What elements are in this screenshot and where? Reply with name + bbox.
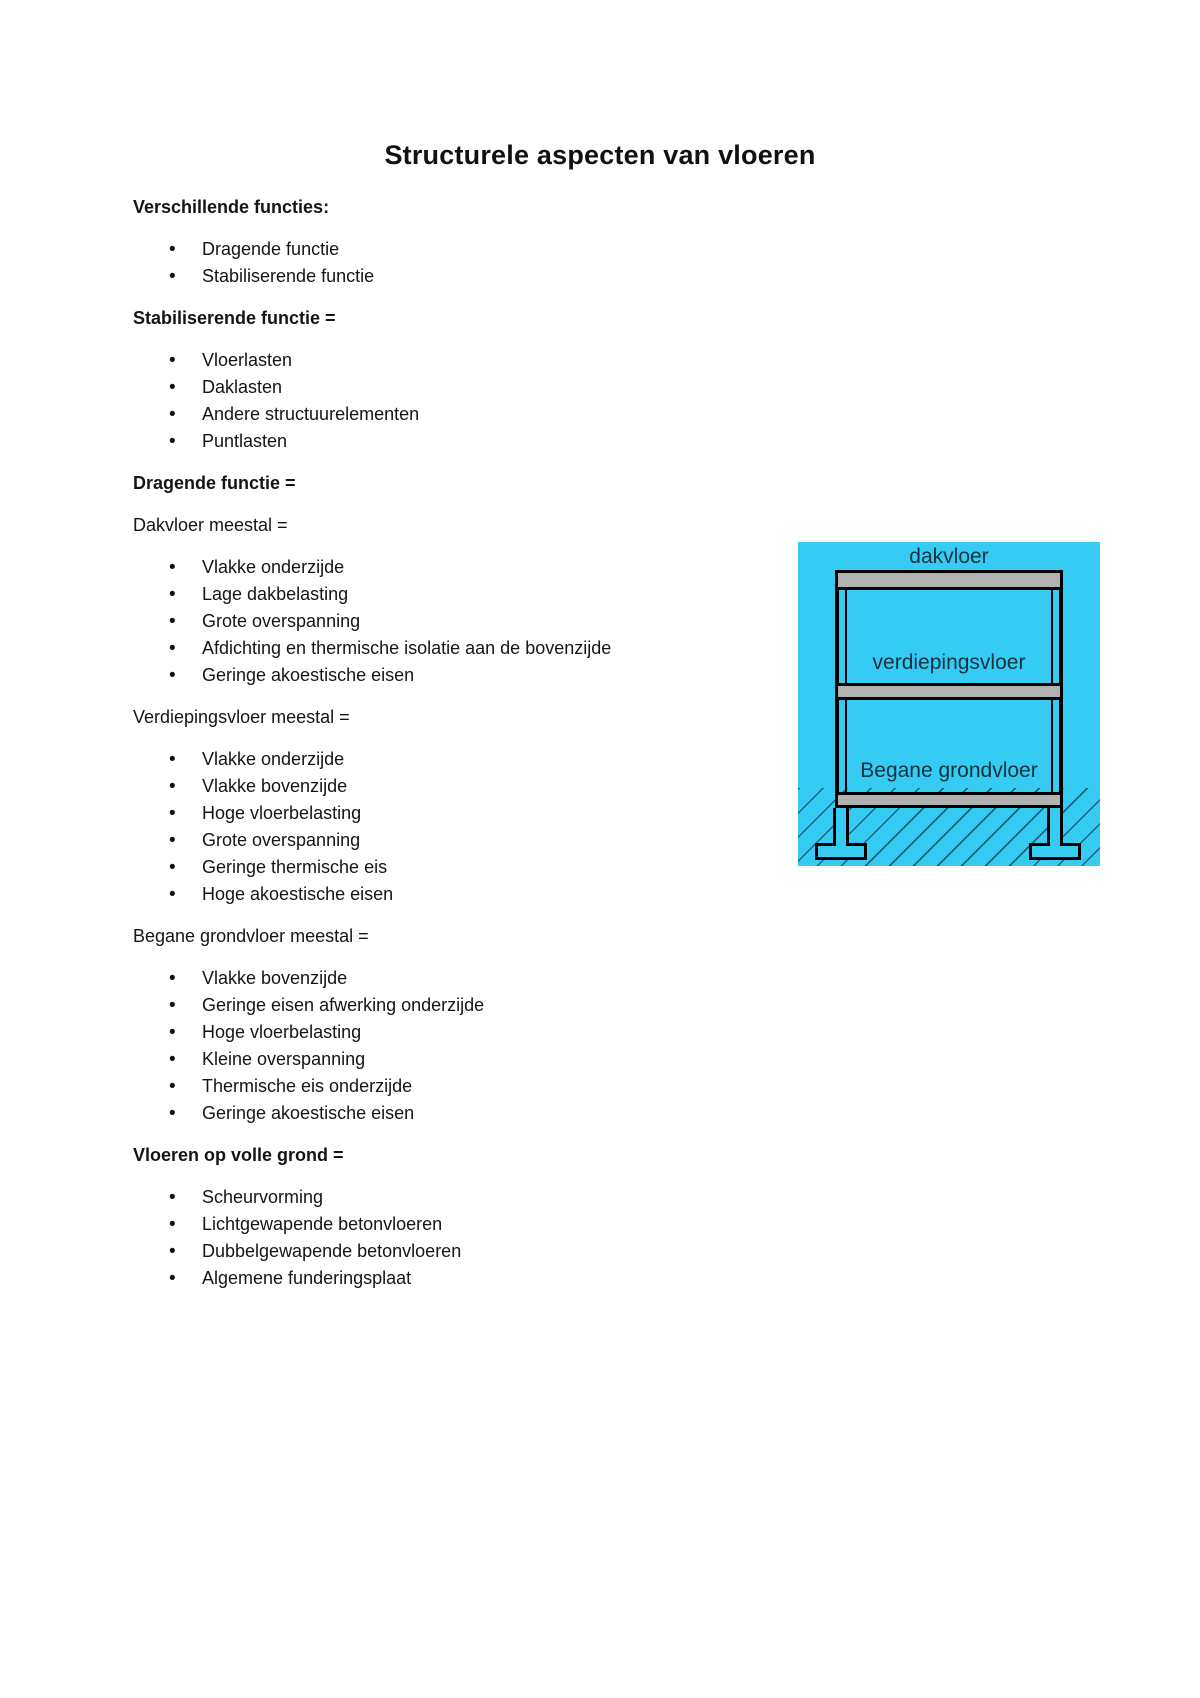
section-heading-verschillende-functies: Verschillende functies:	[133, 197, 330, 217]
bullet-list	[133, 347, 1067, 455]
intro-dakvloer: Dakvloer meestal =	[133, 515, 288, 535]
bullet-item: • Algemene funderingsplaat	[202, 1265, 1067, 1292]
bullet-item: • Grote overspanning	[202, 827, 1067, 854]
bullet-item: • Afdichting en thermische isolatie aan de bovenzijde	[202, 635, 1067, 662]
floor-structure-diagram	[798, 542, 1100, 866]
roof-floor-label: dakvloer	[909, 545, 989, 568]
storey-slab	[835, 683, 1063, 700]
bullet-item: • Hoge akoestische eisen	[202, 881, 1067, 908]
bullet-item: • Geringe eisen afwerking onderzijde	[202, 992, 1067, 1019]
bullet-list	[133, 965, 1067, 1127]
page-title: Structurele aspecten van vloeren	[384, 140, 816, 170]
bullet-item: • Vlakke onderzijde	[202, 554, 1067, 581]
bullet-item: • Grote overspanning	[202, 608, 1067, 635]
intro-verdiepingsvloer: Verdiepingsvloer meestal =	[133, 707, 350, 727]
bullet-item: • Puntlasten	[202, 428, 1067, 455]
right-footing-stem	[1047, 808, 1063, 846]
section-heading-dragende-functie: Dragende functie =	[133, 473, 296, 493]
bullet-item: • Kleine overspanning	[202, 1046, 1067, 1073]
ground-floor-label: Begane grondvloer	[860, 759, 1038, 782]
bullet-item: • Geringe akoestische eisen	[202, 662, 1067, 689]
bullet-item: • Dubbelgewapende betonvloeren	[202, 1238, 1067, 1265]
storey-floor-label: verdiepingsvloer	[872, 651, 1026, 674]
section-heading-vloeren-op-volle-grond: Vloeren op volle grond =	[133, 1145, 344, 1165]
bullet-item: • Hoge vloerbelasting	[202, 800, 1067, 827]
bullet-item: • Lichtgewapende betonvloeren	[202, 1211, 1067, 1238]
bullet-list	[133, 1184, 1067, 1292]
bullet-item: • Dragende functie	[202, 236, 1067, 263]
bullet-item: • Geringe akoestische eisen	[202, 1100, 1067, 1127]
intro-begane-grondvloer: Begane grondvloer meestal =	[133, 926, 369, 946]
bullet-item: • Hoge vloerbelasting	[202, 1019, 1067, 1046]
left-footing-stem	[833, 808, 849, 846]
bullet-item: • Scheurvorming	[202, 1184, 1067, 1211]
ground-slab	[835, 792, 1063, 808]
bullet-item: • Andere structuurelementen	[202, 401, 1067, 428]
bullet-item: • Vlakke onderzijde	[202, 746, 1067, 773]
roof-slab	[835, 570, 1063, 590]
bullet-item: • Vloerlasten	[202, 347, 1067, 374]
bullet-item: • Vlakke bovenzijde	[202, 965, 1067, 992]
bullet-item: • Thermische eis onderzijde	[202, 1073, 1067, 1100]
bullet-item: • Geringe thermische eis	[202, 854, 1067, 881]
bullet-item: • Lage dakbelasting	[202, 581, 1067, 608]
bullet-item: • Stabiliserende functie	[202, 263, 1067, 290]
bullet-list	[133, 236, 1067, 290]
bullet-item: • Daklasten	[202, 374, 1067, 401]
section-heading-stabiliserende-functie: Stabiliserende functie =	[133, 308, 336, 328]
bullet-item: • Vlakke bovenzijde	[202, 773, 1067, 800]
